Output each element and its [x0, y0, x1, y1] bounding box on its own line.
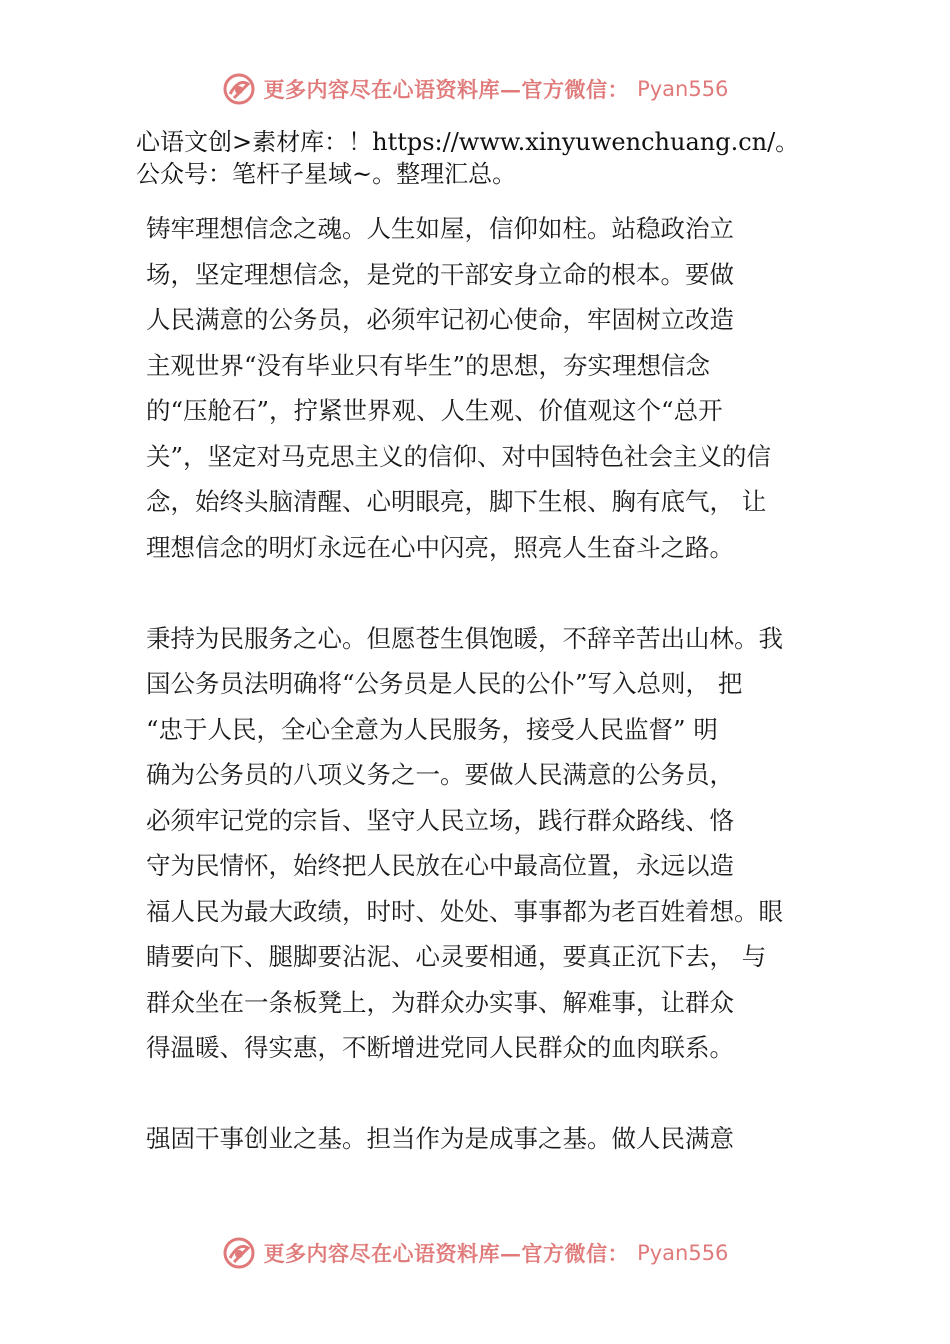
text-line: 群众坐在一条板凳上，为群众办实事、解难事，让群众 — [146, 987, 734, 1017]
text-line: 强固干事创业之基。担当作为是成事之基。做人民满意 — [146, 1124, 734, 1153]
source-header — [136, 126, 836, 190]
text-line: 必须牢记党的宗旨、坚守人民立场，践行群众路线、恪 — [146, 805, 734, 835]
text-line: 国公务员法明确将“公务员是人民的公仆”写入总则， 把 — [146, 669, 743, 698]
text-line: 秉持为民服务之心。但愿苍生俱饱暖，不辞辛苦出山林。我 — [146, 623, 783, 653]
document-body — [146, 206, 826, 1207]
text-line: 理想信念的明灯永远在心中闪亮，照亮人生奋斗之路。 — [146, 532, 734, 562]
text-line: 铸牢理想信念之魂。人生如屋，信仰如柱。站稳政治立 — [146, 214, 734, 243]
watermark-wechat-id: Pyan556 — [637, 1241, 729, 1265]
paragraph-1 — [146, 206, 826, 570]
text-line: 睛要向下、腿脚要沾泥、心灵要相通，要真正沉下去， 与 — [146, 942, 767, 971]
watermark-text: 更多内容尽在心语资料库—官方微信： — [263, 1241, 630, 1266]
account-line: 公众号：笔杆子星域~。整理汇总。 — [136, 160, 517, 188]
paragraph-3 — [146, 1116, 826, 1162]
watermark-bottom — [0, 1236, 950, 1270]
text-line: “忠于人民，全心全意为人民服务，接受人民监督” 明 — [146, 714, 718, 744]
text-line: 关”，坚定对马克思主义的信仰、对中国特色社会主义的信 — [146, 441, 772, 471]
watermark-top — [0, 72, 950, 106]
text-line: 的“压舱石”，拧紧世界观、人生观、价值观这个“总开 — [146, 396, 723, 425]
text-line: 念，始终头脑清醒、心明眼亮，脚下生根、胸有底气， 让 — [146, 487, 767, 516]
text-line: 福人民为最大政绩，时时、处处、事事都为老百姓着想。眼 — [146, 896, 783, 926]
text-line: 主观世界“没有毕业只有毕生”的思想，夯实理想信念 — [146, 350, 711, 380]
text-line: 守为民情怀，始终把人民放在心中最高位置，永远以造 — [146, 851, 734, 880]
text-line: 确为公务员的八项义务之一。要做人民满意的公务员， — [146, 760, 734, 789]
source-line: 心语文创>素材库：！https://www.xinyuwenchuang.cn/。 — [136, 128, 800, 156]
swirl-logo-icon — [222, 1236, 256, 1270]
swirl-logo-icon — [222, 72, 256, 106]
watermark-wechat-id: Pyan556 — [637, 77, 729, 101]
text-line: 场，坚定理想信念，是党的干部安身立命的根本。要做 — [146, 259, 734, 289]
text-line: 得温暖、得实惠，不断增进党同人民群众的血肉联系。 — [146, 1033, 734, 1062]
watermark-text: 更多内容尽在心语资料库—官方微信： — [263, 77, 630, 102]
paragraph-2 — [146, 616, 826, 1071]
text-line: 人民满意的公务员，必须牢记初心使命，牢固树立改造 — [146, 305, 734, 334]
